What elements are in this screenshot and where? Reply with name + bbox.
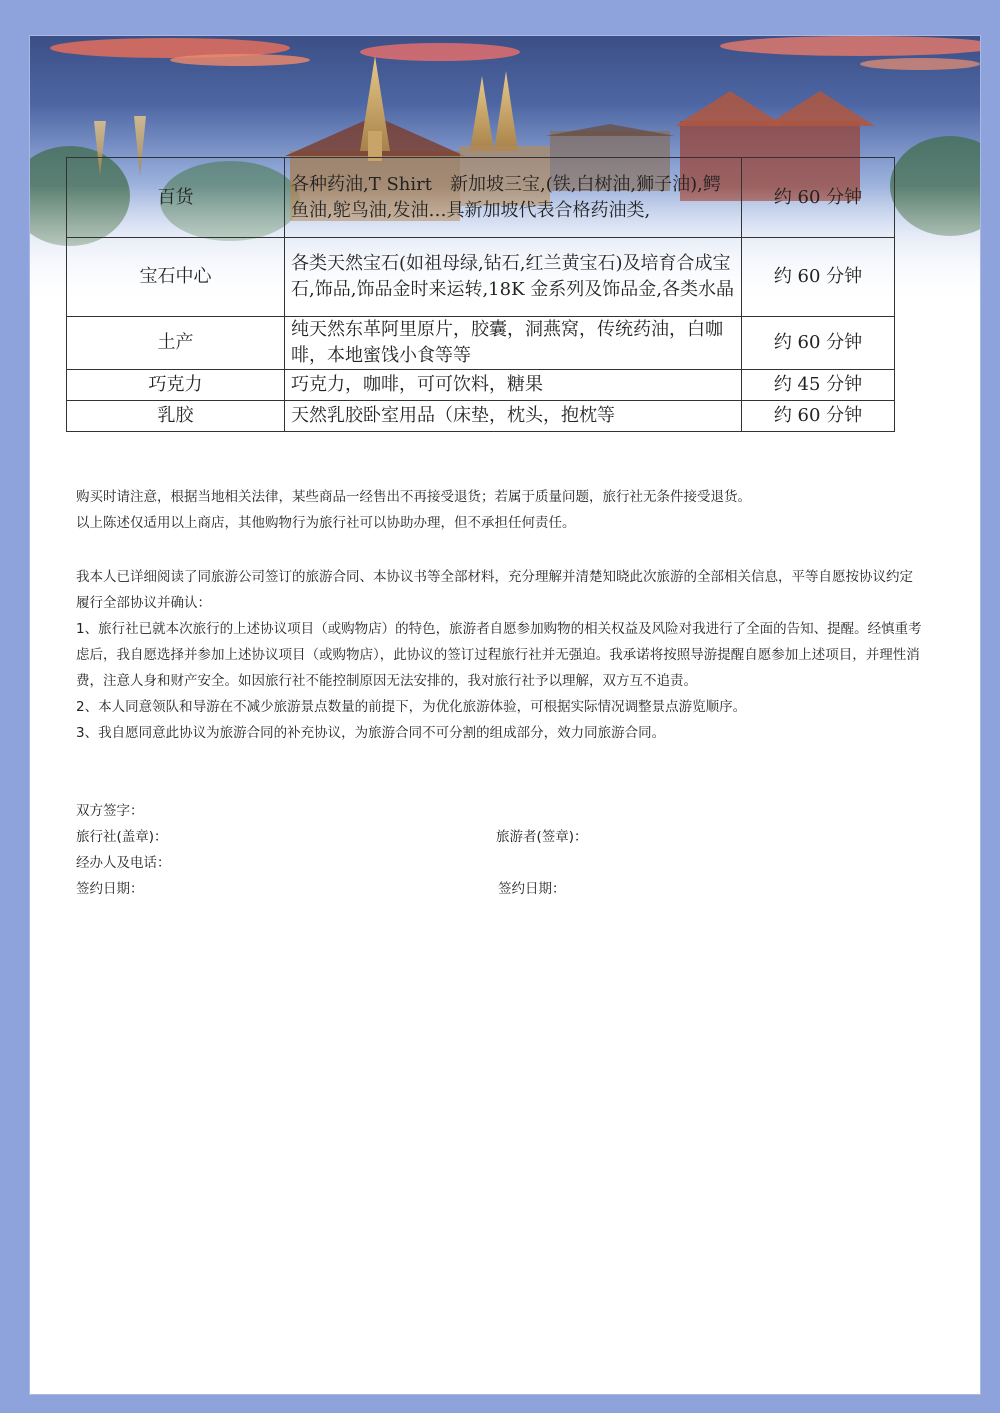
tourist-signature-label: 旅游者(签章)： [496,829,588,845]
duration-cell: 约 60 分钟 [742,401,895,432]
signature-heading: 双方签字： [76,803,144,819]
description-cell: 天然乳胶卧室用品（床垫，枕头，抱枕等 [285,401,742,432]
table-row [67,158,895,238]
agreement-item: 3、我自愿同意此协议为旅游合同的补充协议，为旅游合同不可分割的组成部分，效力同旅游合同。 [76,725,666,741]
category-cell: 巧克力 [67,370,285,401]
duration-cell: 约 45 分钟 [742,370,895,401]
category-cell: 乳胶 [67,401,285,432]
signature-section [76,798,926,902]
duration-cell: 约 60 分钟 [742,158,895,238]
agency-seal-label: 旅行社(盖章)： [76,829,168,845]
purchase-notice [76,484,926,536]
duration-cell: 约 60 分钟 [742,238,895,317]
agreement-item: 1、旅行社已就本次旅行的上述协议项目（或购物店）的特色，旅游者自愿参加购物的相关权益及风险对我进行了全面的告知、提醒。经慎重考虑后，我自愿选择并参加上述协议项目（或购物店），此协议的签订过程旅行社并无强迫。我承诺将按照导游提醒自愿参加上述项目，并理性消费，注意人身和财产安全。如因旅行社不能控制原因无法安排的，我对旅行社予以理解，双方互不追责。 [76,621,922,689]
notice-line: 购买时请注意，根据当地相关法律，某些商品一经售出不再接受退货；若属于质量问题，旅行社无条件接受退货。 [76,489,751,505]
sign-date-label-right: 签约日期： [498,881,566,897]
category-cell: 宝石中心 [67,238,285,317]
agent-contact-label: 经办人及电话： [76,855,171,871]
document-page [30,36,980,1394]
table-row [67,370,895,401]
agreement-item: 2、本人同意领队和导游在不减少旅游景点数量的前提下，为优化旅游体验，可根据实际情况调整景点游览顺序。 [76,699,747,715]
agreement-intro: 我本人已详细阅读了同旅游公司签订的旅游合同、本协议书等全部材料，充分理解并清楚知晓此次旅游的全部相关信息，平等自愿按协议约定履行全部协议并确认： [76,569,913,611]
description-cell: 纯天然东革阿里原片，胶囊，洞燕窝，传统药油，白咖啡，本地蜜饯小食等等 [285,317,742,370]
description-cell: 各种药油,T Shirt 新加坡三宝,(铁,白树油,狮子油),鳄鱼油,鸵鸟油,发油…具新加坡代表合格药油类, [285,158,742,238]
shopping-table-container [66,157,895,432]
category-cell: 百货 [67,158,285,238]
duration-cell: 约 60 分钟 [742,317,895,370]
agreement-section [76,564,926,746]
sign-date-label-left: 签约日期： [76,881,144,897]
category-cell: 土产 [67,317,285,370]
table-row [67,238,895,317]
table-row [67,401,895,432]
shopping-table [66,157,895,432]
description-cell: 巧克力，咖啡，可可饮料，糖果 [285,370,742,401]
table-row [67,317,895,370]
notice-line: 以上陈述仅适用以上商店，其他购物行为旅行社可以协助办理，但不承担任何责任。 [76,515,576,531]
description-cell: 各类天然宝石(如祖母绿,钻石,红兰黄宝石)及培育合成宝石,饰品,饰品金时来运转,18K 金系列及饰品金,各类水晶 [285,238,742,317]
